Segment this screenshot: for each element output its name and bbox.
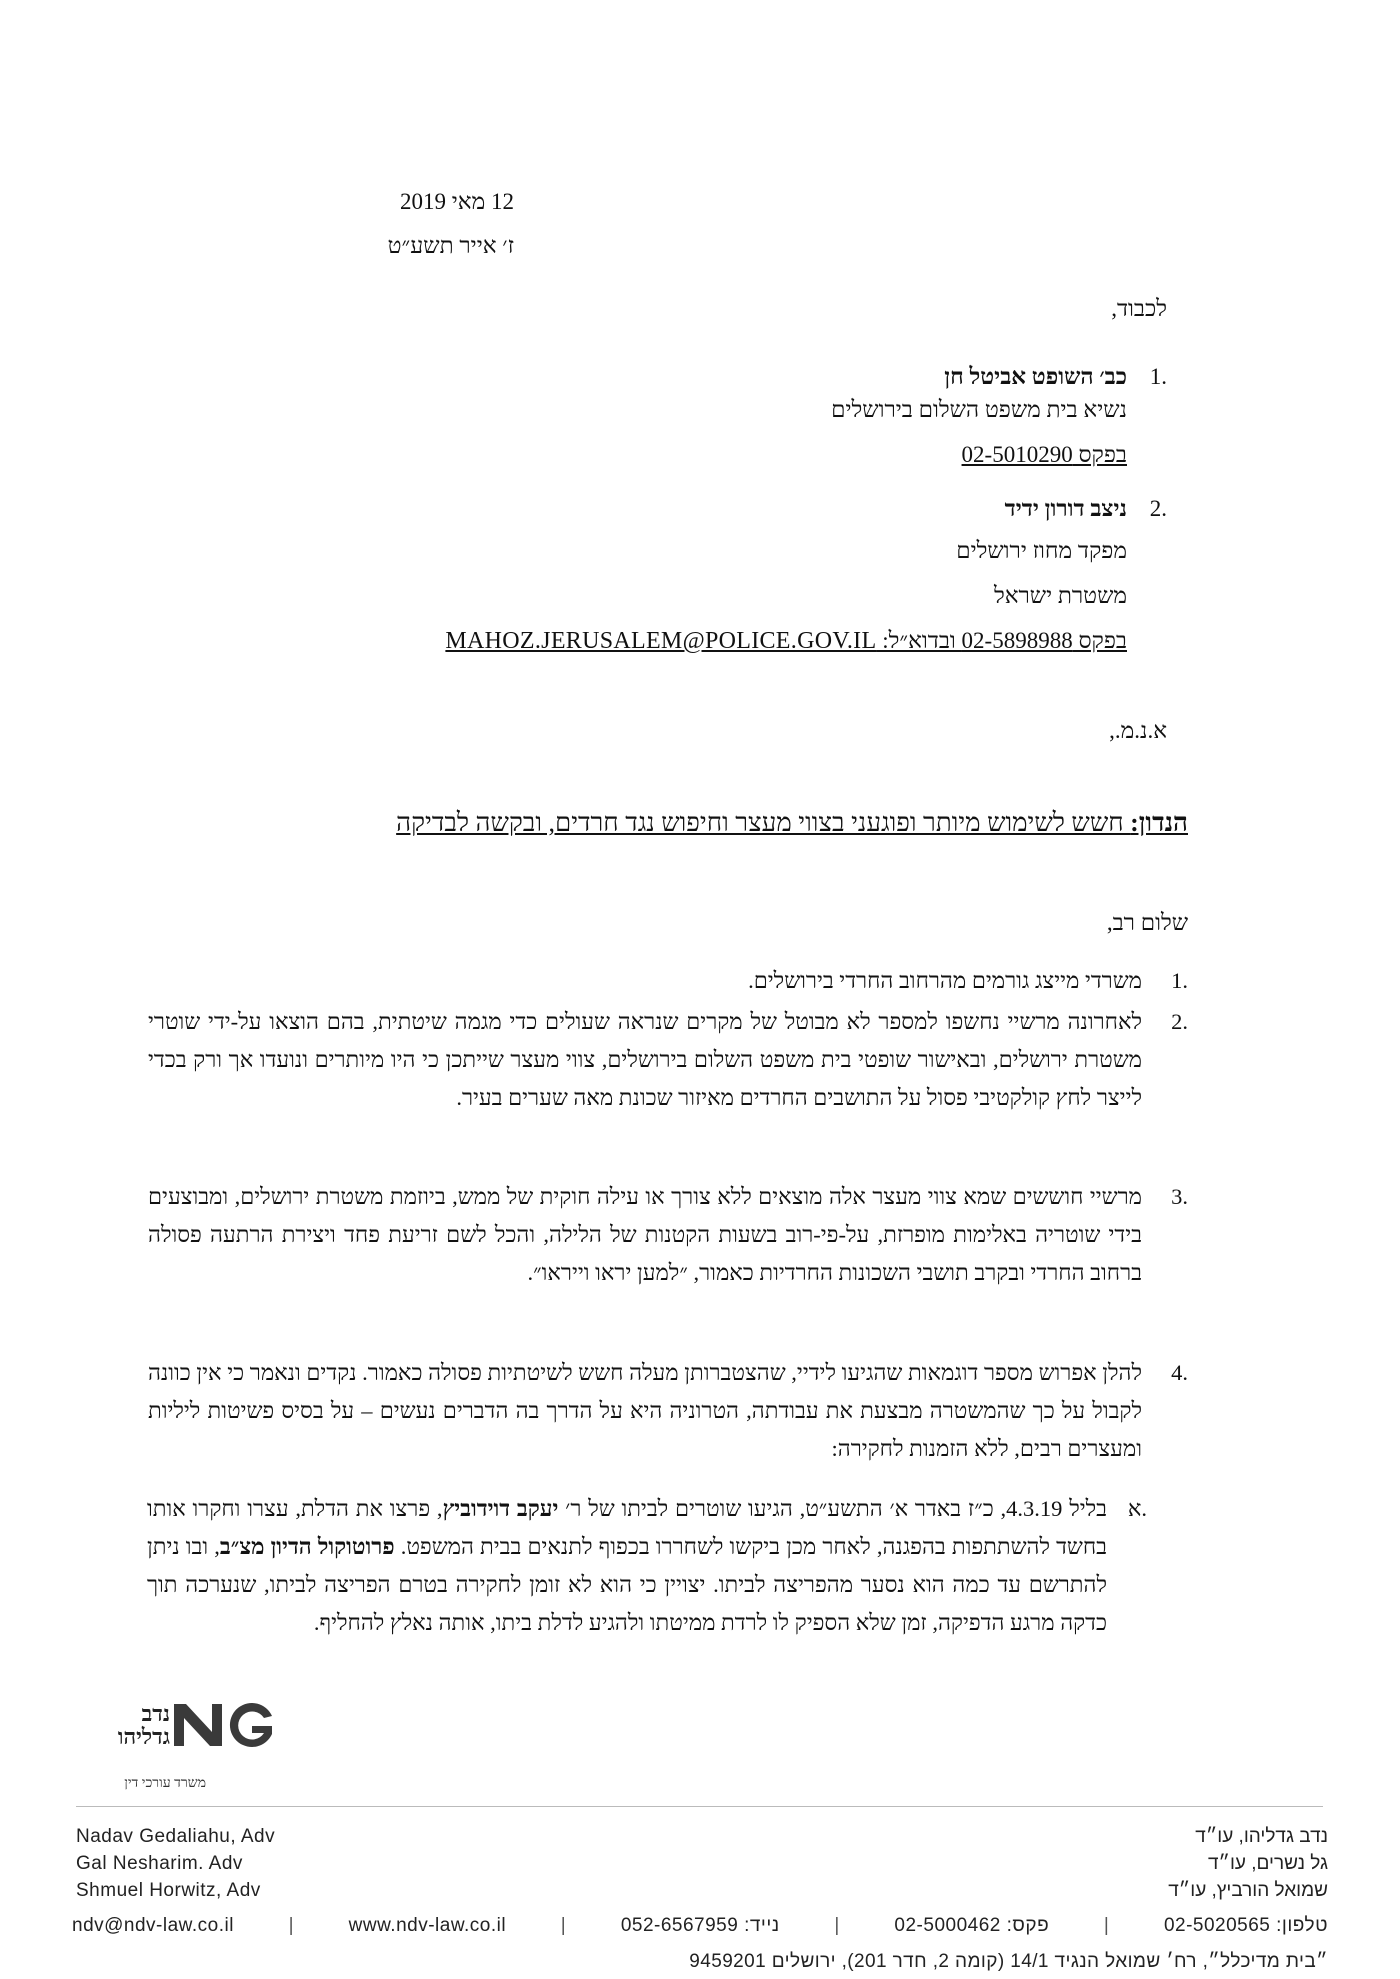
protocol-reference: פרוטוקול הדיון מצ״ב: [219, 1534, 395, 1559]
recipient-1-title: נשיא בית משפט השלום בירושלים: [831, 397, 1127, 422]
ng-logo-mark: [172, 1700, 276, 1748]
firm-logo: [76, 1700, 276, 1800]
recipient-2-number: .2: [1149, 496, 1167, 521]
greeting: שלום רב,: [1106, 910, 1188, 935]
recipient-2-fax: בפקס 02-5898988 ובדוא״ל:: [876, 628, 1127, 653]
sub-paragraph-letter: .א: [1127, 1496, 1147, 1521]
fax-number: 02-5000462 :פקס: [894, 1915, 1050, 1936]
mobile-number: 052-6567959 :נייד: [620, 1915, 780, 1936]
paragraph-text: משרדי מייצג גורמים מהרחוב החרדי בירושלים.: [748, 968, 1142, 993]
lawyer-en-1: Nadav Gedaliahu, Adv: [76, 1826, 276, 1847]
separator: |: [560, 1915, 567, 1936]
subject-text: חשש לשימוש מיותר ופוגעני בצווי מעצר וחיפוש נגד חרדים, ובקשה לבדיקה: [396, 808, 1131, 837]
recipient-1-fax: בפקס 02-5010290: [961, 442, 1127, 467]
footer-divider: [76, 1806, 1323, 1807]
sub-paragraph-a: [147, 1490, 1147, 1642]
sub-text-part1: בליל 4.3.19, כ״ז באדר א׳ התשע״ט, הגיעו שוטרים לביתו של ר׳: [558, 1496, 1107, 1521]
lawyer-en-3: Shmuel Horwitz, Adv: [76, 1880, 261, 1901]
lawyer-he-3: שמואל הורביץ, עו״ד: [1168, 1880, 1328, 1901]
paragraph-number: .1: [1171, 968, 1188, 993]
recipient-2-org: משטרת ישראל: [993, 583, 1127, 608]
paragraph-number: .2: [1171, 1009, 1188, 1034]
recipient-2-title: מפקד מחוז ירושלים: [956, 538, 1127, 563]
anm-line: א.נ.מ.,: [1109, 718, 1167, 743]
sub-text-part2: , פרצו את הדלת, עצרו וחקרו אותו בחשד להשתתפות בהפגנה, לאחר מכן ביקשו לשחררו בכפוף לתנאים בבית המשפט.: [147, 1496, 1108, 1559]
paragraph-text: להלן אפרוש מספר דוגמאות שהגיעו לידיי, שהצטברותן מעלה חשש לשיטתיות פסולה כאמור. נקדים ונאמר כי אין כוונה לקבול על כך שהמשטרה מבצעת את עבודתה, הטרוניה היא על הדרך בה הדברים נעשים – על בסיס פשיטות ליליות ומעצרים רבים, ללא הזמנות לחקירה:: [148, 1360, 1142, 1461]
lawyer-he-2: גל נשרים, עו״ד: [1207, 1853, 1328, 1874]
paragraph-1: [148, 962, 1188, 1000]
email-link[interactable]: ndv@ndv-law.co.il: [72, 1915, 234, 1936]
subject-line: [396, 808, 1188, 838]
logo-name-line1: נדב: [141, 1701, 170, 1726]
contact-line: [72, 1915, 1328, 1937]
recipient-2-contact: [445, 628, 1127, 655]
person-name: יעקב דוידוביץ: [442, 1496, 559, 1521]
paragraph-4: [148, 1354, 1188, 1468]
paragraph-text: מרשיי חוששים שמא צווי מעצר אלה מוצאים ללא צורך או עילה חוקית של ממש, ביוזמת משטרת ירושלים, ומבוצעים בידי שוטריה באלימות מופרזת, על-פי-רוב בשעות הקטנות של הלילה, והכל לשם זריעת פחד ויצירת הרתעה פסולה ברחוב החרדי ובקרב תושבי השכונות החרדיות כאמור, ״למען יראו וייראו״.: [148, 1184, 1142, 1285]
paragraph-number: .3: [1171, 1184, 1188, 1209]
paragraph-3: [148, 1178, 1188, 1292]
separator: |: [288, 1915, 295, 1936]
recipient-1-name-line: [944, 364, 1167, 390]
office-address: ״בית מדיכלל״, רח׳ שמואל הנגיד 14/1 (קומה 2, חדר 201), ירושלים 9459201: [689, 1951, 1328, 1972]
logo-tagline: משרד עורכי דין: [124, 1776, 206, 1791]
sub-paragraph-text: [147, 1490, 1107, 1642]
lawyer-en-2: Gal Nesharim. Adv: [76, 1853, 243, 1874]
separator: |: [1103, 1915, 1110, 1936]
paragraph-number: .4: [1171, 1360, 1188, 1385]
date-hebrew: ז׳ אייר תשע״ט: [387, 233, 514, 258]
logo-name-line2: גדליהו: [117, 1724, 170, 1749]
sub-text-part3: , ובו ניתן להתרשם עד כמה הוא נסער מהפריצה לביתו. יצויין כי הוא לא זומן לחקירה בטרם הפריצה לביתו, שנערכה תוך כדקה מרגע הדפיקה, זמן שלא הספיק לו לרדת ממיטתו ולהגיע לדלת ביתו, אותה נאלץ להחליף.: [147, 1534, 1107, 1635]
lawyer-he-1: נדב גדליהו, עו״ד: [1195, 1826, 1328, 1847]
date-gregorian: 12 מאי 2019: [400, 189, 514, 214]
salutation: לכבוד,: [1111, 296, 1167, 321]
date-block: [388, 180, 514, 268]
logo-name: [76, 1702, 170, 1748]
paragraph-text: לאחרונה מרשיי נחשפו למספר לא מבוטל של מקרים שנראה שעולים כדי מגמה שיטתית, בהם הוצאו על-ידי שוטרי משטרת ירושלים, ובאישור שופטי בית משפט השלום בירושלים, צווי מעצר שייתכן כי היו מיותרים ונועדו אך ורק בכדי לייצר לחץ קולקטיבי פסול על התושבים החרדים מאיזור שכונת מאה שערים בעיר.: [148, 1009, 1142, 1110]
paragraph-2: [148, 1003, 1188, 1117]
recipient-2-email-link[interactable]: MAHOZ.JERUSALEM@POLICE.GOV.IL: [445, 628, 877, 654]
subject-label: הנדון:: [1130, 808, 1188, 837]
separator: |: [834, 1915, 840, 1936]
website-link[interactable]: www.ndv-law.co.il: [348, 1915, 507, 1936]
recipient-2-name-line: [1005, 496, 1167, 522]
recipient-1-name: כב׳ השופט אביטל חן: [944, 364, 1127, 389]
recipient-1-number: .1: [1149, 364, 1167, 389]
phone-number: טלפון: 02-5020565: [1163, 1915, 1328, 1936]
recipient-2-name: ניצב דורון ידיד: [1004, 496, 1127, 521]
